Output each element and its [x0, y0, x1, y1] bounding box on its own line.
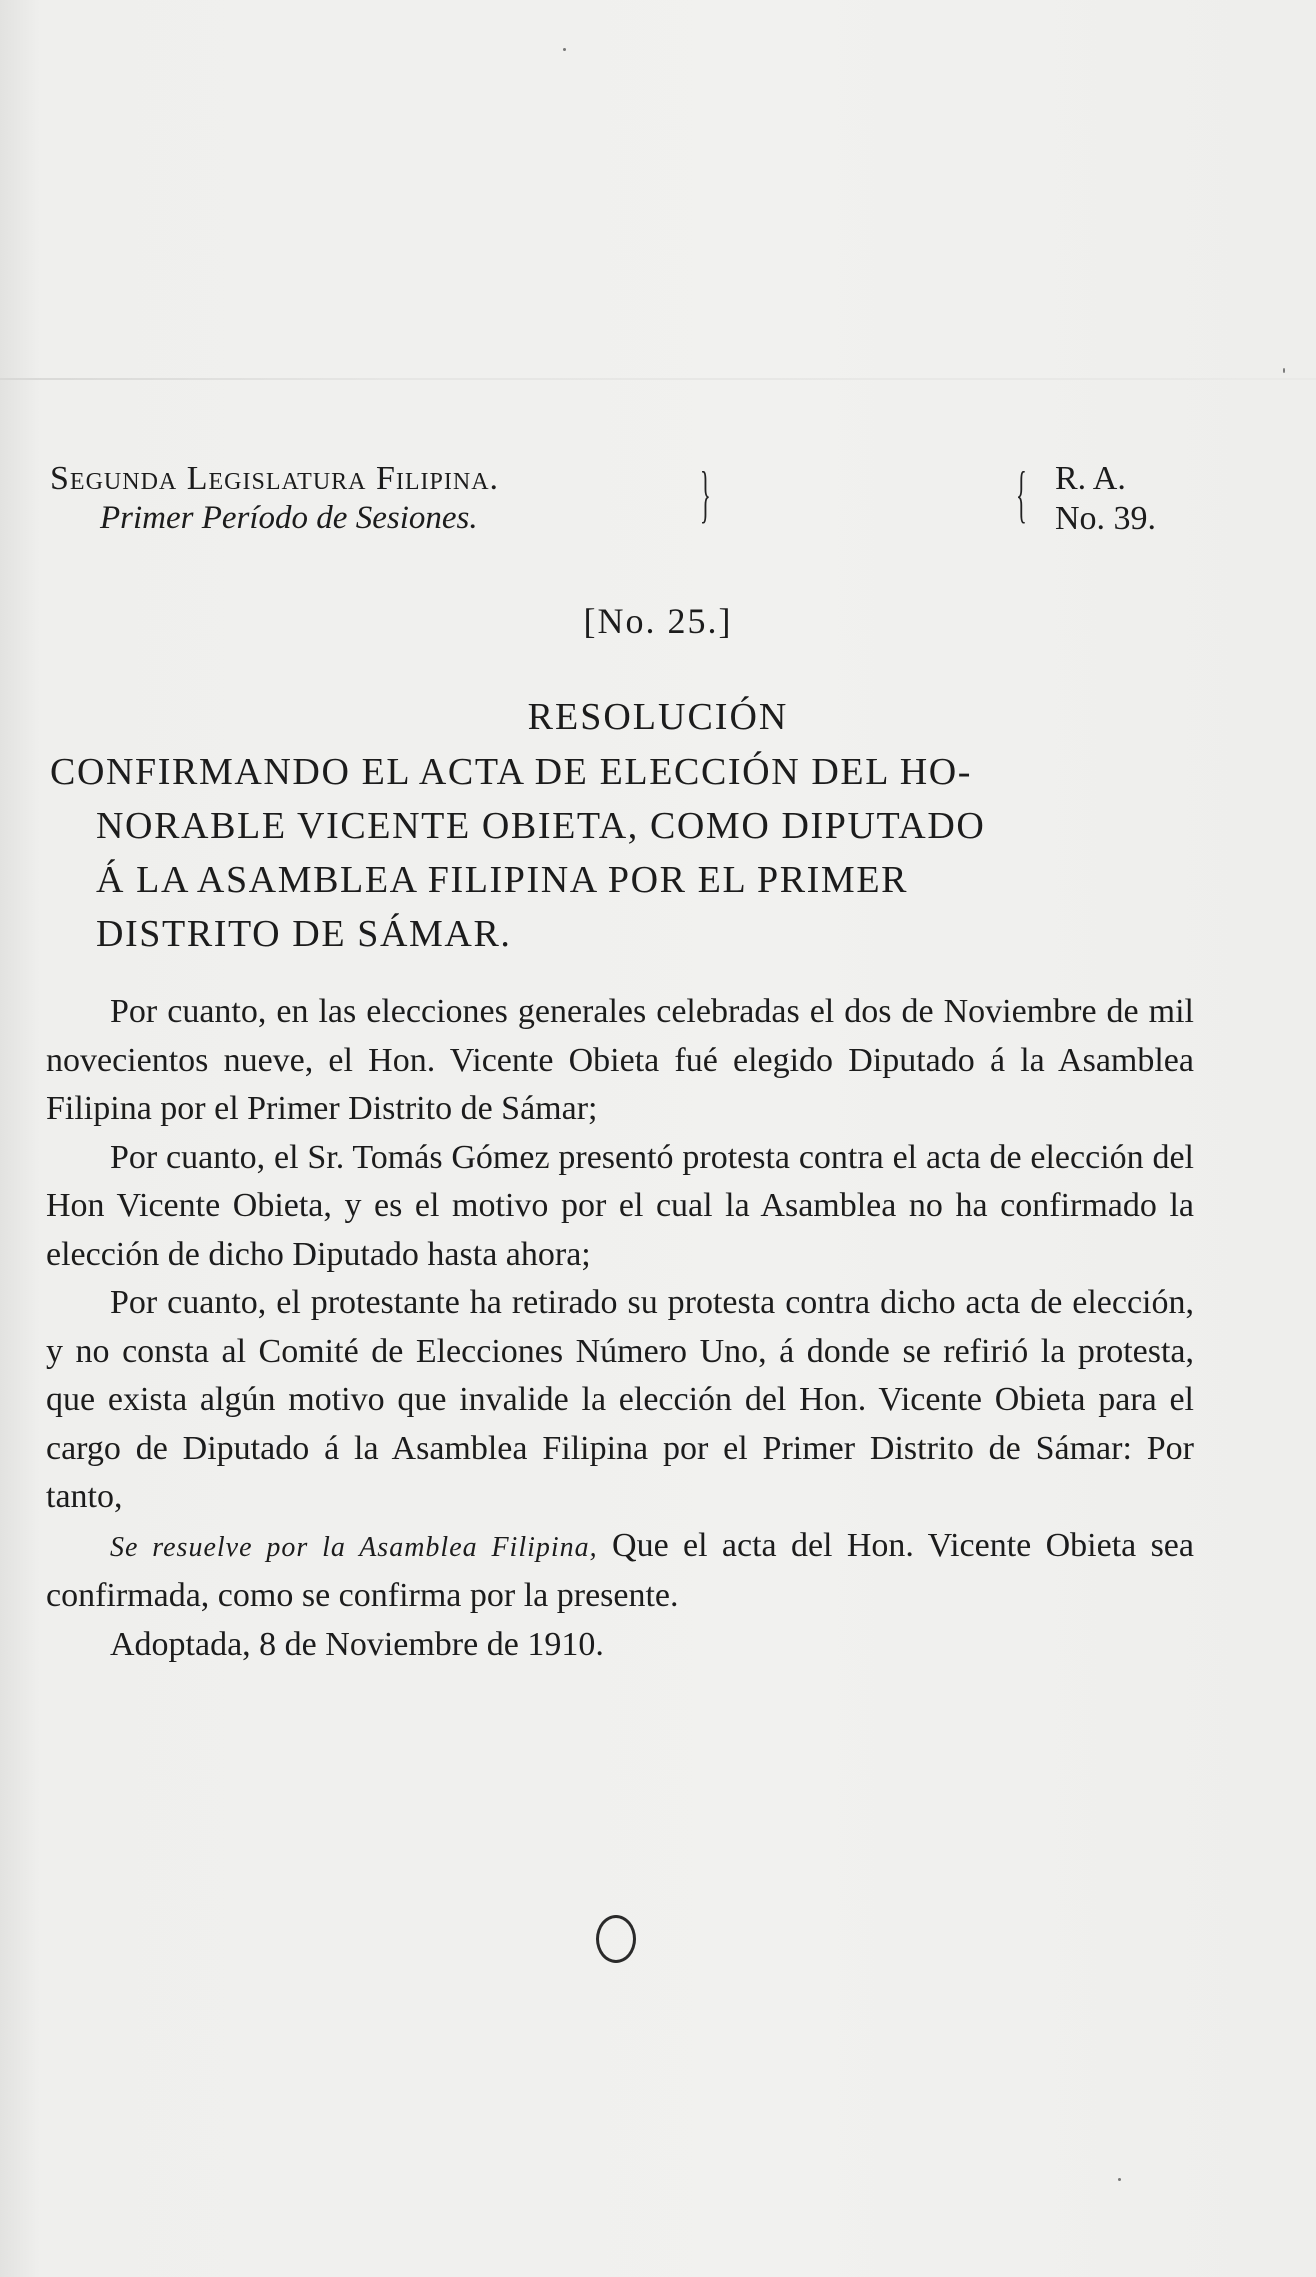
header-right — [1055, 460, 1275, 538]
resolution-heading — [50, 745, 1190, 961]
resolve-text: Que el acta del Hon. Vicente Obieta sea confirmada, como se confirma por la presente. — [46, 1526, 1194, 1614]
fold-line — [0, 378, 1316, 380]
speck — [563, 48, 566, 51]
speck — [1283, 368, 1285, 373]
ref-number: No. 39. — [1055, 500, 1157, 537]
ref-series: R. A. — [1055, 460, 1126, 497]
resolve-lead: Se resuelve por la Asamblea Filipina, — [110, 1531, 598, 1563]
heading-line: Á LA ASAMBLEA FILIPINA POR EL PRIMER — [96, 859, 909, 901]
adopted-line: Adoptada, 8 de Noviembre de 1910. — [110, 1625, 604, 1663]
header-left — [50, 460, 750, 537]
left-brace: } — [699, 458, 711, 529]
speck — [1118, 2178, 1121, 2181]
document-number: [No. 25.] — [583, 601, 733, 641]
heading-line: CONFIRMANDO EL ACTA DE ELECCIÓN DEL HO- — [50, 751, 973, 793]
right-brace: { — [1015, 458, 1027, 529]
end-circle-mark — [596, 1915, 636, 1963]
resolution-title: RESOLUCIÓN — [527, 696, 789, 738]
resolution-body — [46, 988, 1194, 1669]
legislature-name: Segunda Legislatura Filipina. — [50, 460, 500, 497]
session-name: Primer Período de Sesiones. — [100, 500, 478, 536]
resolve-paragraph — [46, 1522, 1194, 1621]
heading-line: NORABLE VICENTE OBIETA, COMO DIPUTADO — [96, 805, 986, 847]
heading-line: DISTRITO DE SÁMAR. — [96, 913, 512, 955]
whereas-paragraph: Por cuanto, en las elecciones generales celebradas el dos de Noviembre de mil novecientos nueve, el Hon. Vicente Obieta fué elegido Diputado á la Asamblea Filipina por el Primer Distrito de Sámar; — [46, 993, 1194, 1127]
whereas-paragraph: Por cuanto, el protestante ha retirado su protesta contra dicho acta de elección, y no consta al Comité de Elecciones Número Uno, á donde se refirió la protesta, que exista algún motivo que invalide la elección del Hon. Vicente Obieta para el cargo de Diputado á la Asamblea Filipina por el Primer Distrito de Sámar: Por tanto, — [46, 1284, 1194, 1515]
whereas-paragraph: Por cuanto, el Sr. Tomás Gómez presentó protesta contra el acta de elección del Hon Vicente Obieta, y es el motivo por el cual la Asamblea no ha confirmado la elección de dicho Diputado hasta ahora; — [46, 1138, 1194, 1273]
